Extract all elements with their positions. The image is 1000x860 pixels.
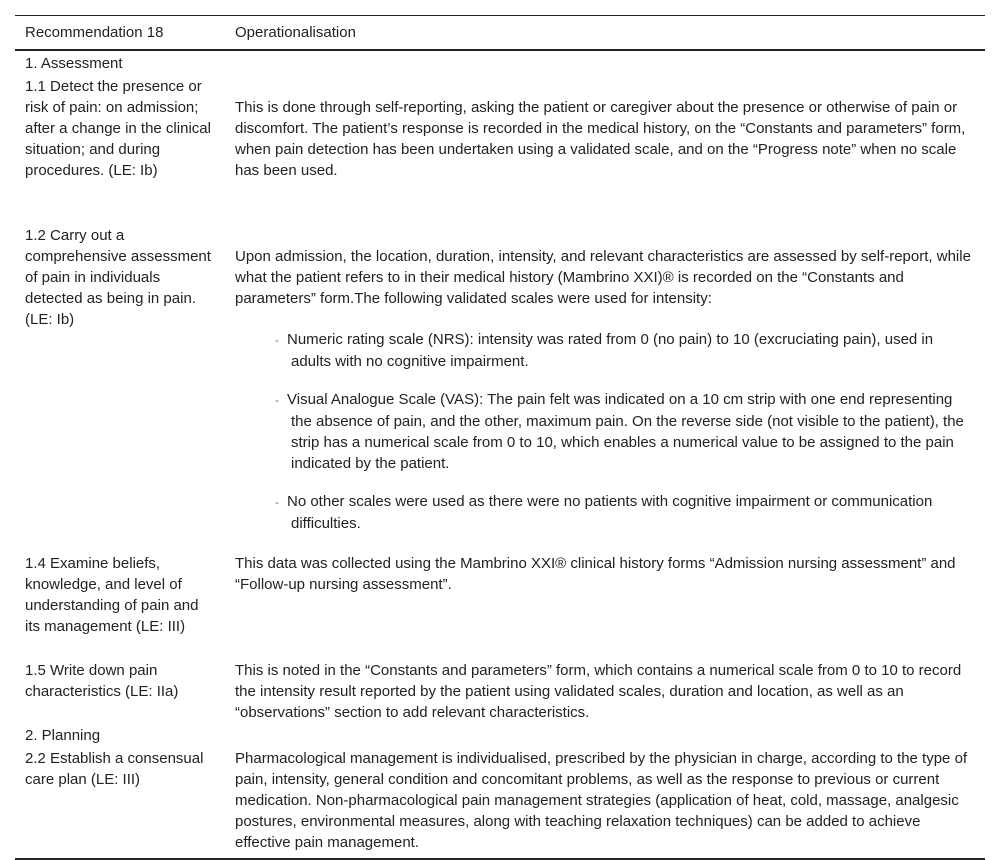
list-item [275,389,975,474]
operationalisation-cell: Pharmacological management is individualised, prescribed by the physician in charge, according to the type of pain, intensity, general condition and concomitant problems, as well as the response to previous or current medication. Non-pharmacological pain management strategies (application of heat, cold, massage, analgesic postures, environmental measures, along with teaching relaxation techniques) can be added to achieve effective pain management. [235,750,968,851]
recommendation-cell: 1.5 Write down pain characteristics (LE: IIa) [25,662,179,700]
table-row [15,551,985,658]
list-item [275,491,975,534]
section-title: 1. Assessment [25,55,123,72]
header-operationalisation: Operationalisation [235,24,356,41]
list-item-text: Visual Analogue Scale (VAS): The pain felt was indicated on a 10 cm strip with one end representing the absence of pain, and the other, maximum pain. On the reverse side (not visible to the patient), the strip has a numerical scale from 0 to 10, which enables a numerical value to be assigned to the pain indicated by the patient. [287,391,964,472]
recommendation-table [15,15,985,860]
operationalisation-text: Upon admission, the location, duration, intensity, and relevant characteristics are assessed by self-report, while what the patient refers to in their medical history (Mambrino XXI)® is recorded on the “Constants and parameters” form.The following validated scales were used for intensity: [235,248,971,307]
table-row [15,223,985,551]
operationalisation-cell: This is noted in the “Constants and parameters” form, which contains a numerical scale from 0 to 10 to record the intensity result reported by the patient using validated scales, duration and location, as well as an “observations” section to add relevant characteristics. [235,662,962,721]
list-item-text: No other scales were used as there were no patients with cognitive impairment or communication difficulties. [287,493,933,532]
table-header-row [15,16,985,51]
bullet-dash: - [275,393,279,407]
list-item-text: Numeric rating scale (NRS): intensity was rated from 0 (no pain) to 10 (excruciating pain), used in adults with no cognitive impairment. [287,331,934,370]
operationalisation-cell: This is done through self-reporting, asking the patient or caregiver about the presence or otherwise of pain or discomfort. The patient’s response is recorded in the medical history, on the “Constants and parameters” form, when pain detection has been undertaken using a validated scale, and on the “Progress note” when no scale has been used. [235,99,966,179]
header-recommendation: Recommendation 18 [25,24,164,41]
scale-list [235,329,975,534]
recommendation-cell: 1.2 Carry out a comprehensive assessment of pain in individuals detected as being in pain. (LE: Ib) [25,227,211,328]
table-row [15,658,985,723]
table-row [15,74,985,223]
section-row [15,50,985,74]
recommendation-cell: 2.2 Establish a consensual care plan (LE: III) [25,750,204,788]
list-item [275,329,975,372]
section-row [15,723,985,746]
recommendation-cell: 1.4 Examine beliefs, knowledge, and level of understanding of pain and its management (LE: III) [25,555,199,635]
operationalisation-cell: This data was collected using the Mambrino XXI® clinical history forms “Admission nursing assessment” and “Follow-up nursing assessment”. [235,555,956,593]
section-title: 2. Planning [25,727,101,744]
bullet-dash: - [275,333,279,347]
table-row [15,746,985,859]
operationalisation-cell [225,223,985,551]
bullet-dash: - [275,495,279,509]
recommendation-cell: 1.1 Detect the presence or risk of pain: on admission; after a change in the clinical situation; and during procedures. (LE: Ib) [25,78,211,179]
